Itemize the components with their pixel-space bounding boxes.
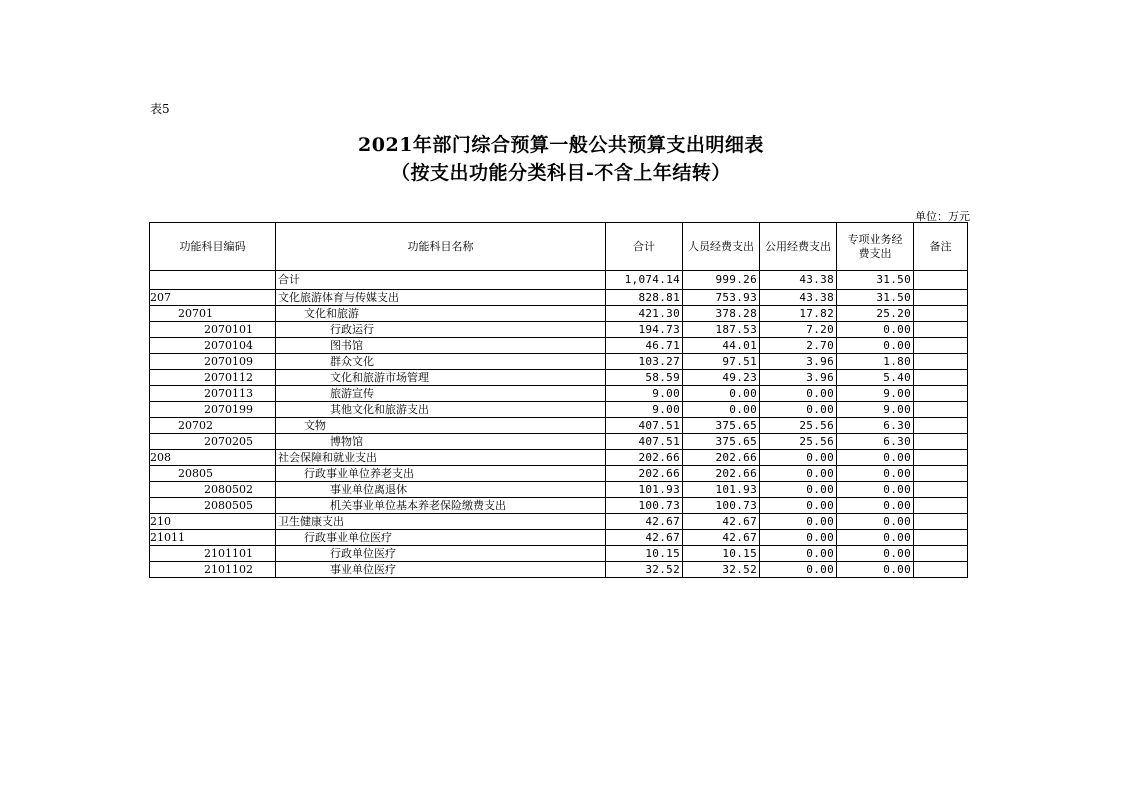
budget-table [149, 222, 968, 578]
personnel-cell: 378.28 [683, 306, 760, 322]
col-header-personnel: 人员经费支出 [683, 223, 760, 271]
total-cell: 9.00 [606, 386, 683, 402]
code-cell: 20805 [150, 466, 276, 482]
total-cell: 407.51 [606, 434, 683, 450]
personnel-cell: 44.01 [683, 338, 760, 354]
personnel-cell: 0.00 [683, 386, 760, 402]
note-cell [914, 322, 968, 338]
note-cell [914, 546, 968, 562]
public-cell: 0.00 [760, 386, 837, 402]
special-cell: 31.50 [837, 271, 914, 290]
special-cell: 0.00 [837, 466, 914, 482]
special-cell: 6.30 [837, 418, 914, 434]
total-cell: 100.73 [606, 498, 683, 514]
special-cell: 25.20 [837, 306, 914, 322]
total-cell: 1,074.14 [606, 271, 683, 290]
table-row [150, 322, 968, 338]
note-cell [914, 482, 968, 498]
code-cell: 207 [150, 290, 276, 306]
total-cell: 101.93 [606, 482, 683, 498]
table-row [150, 290, 968, 306]
note-cell [914, 434, 968, 450]
public-cell: 43.38 [760, 271, 837, 290]
special-cell: 0.00 [837, 482, 914, 498]
total-cell: 42.67 [606, 530, 683, 546]
code-cell: 2101101 [150, 546, 276, 562]
table-row [150, 338, 968, 354]
public-cell: 0.00 [760, 402, 837, 418]
personnel-cell: 10.15 [683, 546, 760, 562]
public-cell: 25.56 [760, 434, 837, 450]
name-cell: 行政单位医疗 [276, 546, 606, 562]
name-cell: 文化旅游体育与传媒支出 [276, 290, 606, 306]
special-cell: 0.00 [837, 562, 914, 578]
special-cell: 31.50 [837, 290, 914, 306]
name-cell: 群众文化 [276, 354, 606, 370]
note-cell [914, 514, 968, 530]
name-cell: 其他文化和旅游支出 [276, 402, 606, 418]
note-cell [914, 530, 968, 546]
total-cell: 407.51 [606, 418, 683, 434]
name-cell: 博物馆 [276, 434, 606, 450]
total-cell: 194.73 [606, 322, 683, 338]
code-cell: 2070205 [150, 434, 276, 450]
special-cell: 9.00 [837, 386, 914, 402]
table-row [150, 498, 968, 514]
total-cell: 58.59 [606, 370, 683, 386]
personnel-cell: 101.93 [683, 482, 760, 498]
name-cell: 事业单位医疗 [276, 562, 606, 578]
personnel-cell: 202.66 [683, 450, 760, 466]
table-row [150, 482, 968, 498]
name-cell: 行政运行 [276, 322, 606, 338]
table-row [150, 418, 968, 434]
public-cell: 0.00 [760, 514, 837, 530]
public-cell: 0.00 [760, 466, 837, 482]
name-cell: 图书馆 [276, 338, 606, 354]
code-cell: 2070109 [150, 354, 276, 370]
code-cell: 2070113 [150, 386, 276, 402]
table-row [150, 450, 968, 466]
total-cell: 32.52 [606, 562, 683, 578]
special-cell: 0.00 [837, 514, 914, 530]
name-cell: 社会保障和就业支出 [276, 450, 606, 466]
code-cell: 2070104 [150, 338, 276, 354]
table-row [150, 530, 968, 546]
code-cell: 2080505 [150, 498, 276, 514]
special-cell: 1.80 [837, 354, 914, 370]
code-cell: 210 [150, 514, 276, 530]
code-cell: 20702 [150, 418, 276, 434]
public-cell: 3.96 [760, 354, 837, 370]
name-cell: 卫生健康支出 [276, 514, 606, 530]
note-cell [914, 306, 968, 322]
public-cell: 0.00 [760, 482, 837, 498]
note-cell [914, 418, 968, 434]
total-cell: 42.67 [606, 514, 683, 530]
table-row [150, 562, 968, 578]
code-cell: 2070199 [150, 402, 276, 418]
personnel-cell: 202.66 [683, 466, 760, 482]
public-cell: 43.38 [760, 290, 837, 306]
name-cell: 行政事业单位医疗 [276, 530, 606, 546]
public-cell: 25.56 [760, 418, 837, 434]
special-cell: 0.00 [837, 338, 914, 354]
name-cell: 文化和旅游 [276, 306, 606, 322]
personnel-cell: 42.67 [683, 530, 760, 546]
total-cell: 202.66 [606, 466, 683, 482]
name-cell: 文物 [276, 418, 606, 434]
note-cell [914, 466, 968, 482]
public-cell: 0.00 [760, 546, 837, 562]
name-cell: 行政事业单位养老支出 [276, 466, 606, 482]
public-cell: 0.00 [760, 498, 837, 514]
total-cell: 202.66 [606, 450, 683, 466]
col-header-name: 功能科目名称 [276, 223, 606, 271]
code-cell [150, 271, 276, 290]
code-cell: 2101102 [150, 562, 276, 578]
table-row [150, 466, 968, 482]
total-cell: 46.71 [606, 338, 683, 354]
personnel-cell: 187.53 [683, 322, 760, 338]
total-cell: 103.27 [606, 354, 683, 370]
public-cell: 17.82 [760, 306, 837, 322]
total-cell: 9.00 [606, 402, 683, 418]
name-cell: 文化和旅游市场管理 [276, 370, 606, 386]
note-cell [914, 370, 968, 386]
header-row [150, 223, 968, 271]
special-cell: 0.00 [837, 498, 914, 514]
table-row [150, 402, 968, 418]
note-cell [914, 498, 968, 514]
personnel-cell: 0.00 [683, 402, 760, 418]
code-cell: 20701 [150, 306, 276, 322]
note-cell [914, 354, 968, 370]
personnel-cell: 32.52 [683, 562, 760, 578]
table-row [150, 434, 968, 450]
col-header-code: 功能科目编码 [150, 223, 276, 271]
personnel-cell: 753.93 [683, 290, 760, 306]
public-cell: 2.70 [760, 338, 837, 354]
public-cell: 0.00 [760, 530, 837, 546]
name-cell: 旅游宣传 [276, 386, 606, 402]
name-cell: 事业单位离退休 [276, 482, 606, 498]
note-cell [914, 562, 968, 578]
code-cell: 2070112 [150, 370, 276, 386]
note-cell [914, 386, 968, 402]
public-cell: 7.20 [760, 322, 837, 338]
table-row [150, 370, 968, 386]
personnel-cell: 375.65 [683, 418, 760, 434]
unit-label: 单位：万元 [915, 210, 970, 223]
personnel-cell: 999.26 [683, 271, 760, 290]
note-cell [914, 338, 968, 354]
note-cell [914, 402, 968, 418]
code-cell: 2080502 [150, 482, 276, 498]
col-header-special: 专项业务经费支出 [837, 223, 914, 271]
note-cell [914, 290, 968, 306]
total-cell: 10.15 [606, 546, 683, 562]
table-row [150, 546, 968, 562]
table-row [150, 386, 968, 402]
personnel-cell: 97.51 [683, 354, 760, 370]
table-row [150, 514, 968, 530]
col-header-total: 合计 [606, 223, 683, 271]
page-subtitle: （按支出功能分类科目-不含上年结转） [391, 162, 731, 184]
note-cell [914, 271, 968, 290]
total-cell: 828.81 [606, 290, 683, 306]
page-title: 2021年部门综合预算一般公共预算支出明细表 [358, 134, 764, 156]
personnel-cell: 100.73 [683, 498, 760, 514]
col-header-note: 备注 [914, 223, 968, 271]
code-cell: 2070101 [150, 322, 276, 338]
public-cell: 0.00 [760, 562, 837, 578]
special-cell: 5.40 [837, 370, 914, 386]
name-cell: 合计 [276, 271, 606, 290]
note-cell [914, 450, 968, 466]
col-header-public: 公用经费支出 [760, 223, 837, 271]
name-cell: 机关事业单位基本养老保险缴费支出 [276, 498, 606, 514]
code-cell: 21011 [150, 530, 276, 546]
special-cell: 0.00 [837, 450, 914, 466]
personnel-cell: 375.65 [683, 434, 760, 450]
special-cell: 0.00 [837, 322, 914, 338]
special-cell: 0.00 [837, 530, 914, 546]
special-cell: 9.00 [837, 402, 914, 418]
special-cell: 6.30 [837, 434, 914, 450]
table-row [150, 271, 968, 290]
table-number: 表5 [150, 102, 170, 116]
code-cell: 208 [150, 450, 276, 466]
public-cell: 0.00 [760, 450, 837, 466]
table-row [150, 354, 968, 370]
personnel-cell: 49.23 [683, 370, 760, 386]
total-cell: 421.30 [606, 306, 683, 322]
table-row [150, 306, 968, 322]
public-cell: 3.96 [760, 370, 837, 386]
special-cell: 0.00 [837, 546, 914, 562]
personnel-cell: 42.67 [683, 514, 760, 530]
